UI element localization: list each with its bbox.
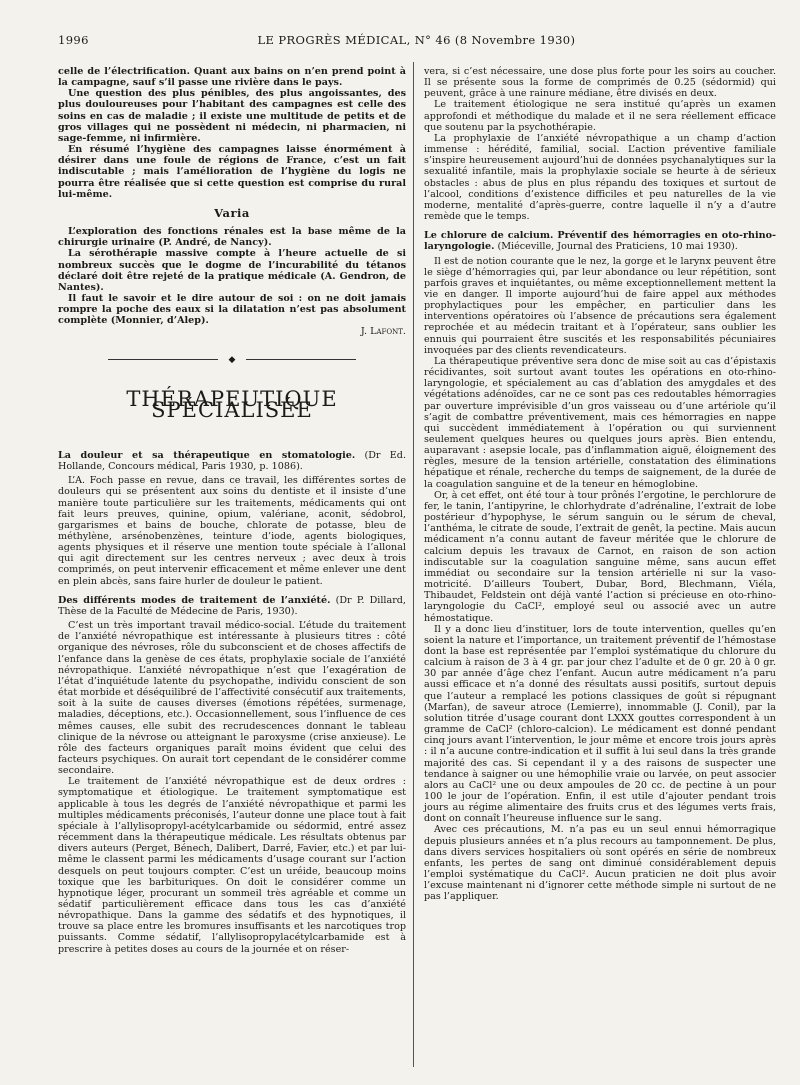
article-title: Des différents modes de traitement de l’anxiété. bbox=[58, 594, 331, 606]
article-heading bbox=[58, 595, 406, 617]
article-paragraph: Avec ces précautions, M. n’a pas eu un seul ennui hémorragique depuis plusieurs années et n’a plus recours au tamponnement. De plus, dans divers services hospitaliers où sont opérés en série de nombreux enfants, les pertes de sang ont diminué considérablement depuis l’emploi systématique du CaCl². Aucun praticien ne doit plus avoir l’excuse maintenant ni d’ignorer cette méthode simple ni surtout de ne pas l’appliquer. bbox=[424, 824, 776, 903]
article-heading bbox=[58, 450, 406, 472]
article-paragraph: Il y a donc lieu d’instituer, lors de toute intervention, quelles qu’en soient la nature et l’importance, un traitement préventif de l’hémostase dont la base est représentée par l’emploi systématique du chlorure du calcium à raison de 3 à 4 gr. par jour chez l’adulte et de 0 gr. 20 à 0 gr. 30 par année d’âge chez l’enfant. Aucun autre médicament n’a paru aussi efficace et n’a donné des résultats aussi positifs, surtout depuis que l’auteur a remplacé les potions classiques de goût si répugnant (Marfan), de saveur atroce (Lemierre), innommable (J. Conil), par la solution titrée d’usage courant dont LXXX gouttes correspondent à un gramme de CaCl² (chloro-calcion). Le médicament est donné pendant cinq jours avant l’intervention, le jour même et encore trois jours après : il n’a aucune contre-indication et il suffit à lui seul dans la très grande majorité des cas. Si cependant il y a des raisons de suspecter une tendance à saigner ou une hémophilie vraie ou larvée, on peut associer alors au CaCl² une ou deux ampoules de 20 cc. de pectine à un pour 100 le jour de l’opération. Enfin, il est utile d’ajouter pendant trois jours au régime alimentaire des fruits crus et des légumes verts frais, dont on connaît l’heureuse influence sur le sang. bbox=[424, 623, 776, 825]
column-divider bbox=[413, 62, 414, 1067]
varia-paragraph: La sérothérapie massive compte à l’heure actuelle de si nombreux succès que le dogme de l’incurabilité du tétanos déclaré doit être rejeté de la pratique médicale (A. Gendron, de Nantes). bbox=[58, 248, 406, 293]
intro-paragraph: Une question des plus pénibles, des plus angoissantes, des plus douloureuses pour l’habitant des campagnes est celle des soins en cas de maladie ; il existe une multitude de petits et de gros villages qui ne possèdent ni médecin, ni pharmacien, ni sage-femme, ni infirmière. bbox=[58, 88, 406, 144]
article-paragraph: Il est de notion courante que le nez, la gorge et le larynx peuvent être le siège d’hémorragies qui, par leur abondance ou leur répétition, sont parfois graves et inquiétantes, ou même exceptionnellement mettent la vie en danger. Il importe aujourd’hui de faire appel aux méthodes prophylactiques pour les empêcher, en particulier dans les interventions opératoires où l’absence de précautions sera également reprochée et au médecin traitant et à l’opérateur, sans oublier les ennuis qui pourraient être suscités et les responsabilités pécuniaires invoquées par des clients revendicateurs. bbox=[424, 255, 776, 356]
article-paragraph: L’A. Foch passe en revue, dans ce travail, les différentes sortes de douleurs qui se présentent aux soins du dentiste et il insiste d’une manière toute particulière sur les traitements, médicaments qui ont fait leurs preuves, quinine, opium, valériane, aconit, sédobrol, gargarismes et bains de bouche, chlorate de potasse, bleu de méthylène, arsénobenzènes, teinture d’iode, agents biologiques, agents physiques et il réserve une mention toute spéciale à l’allonal qui agit directement sur les centres nerveux ; avec deux à trois comprimés, on peut intervenir efficacement et même enlever une dent en plein abcès, sans faire hurler de douleur le patient. bbox=[58, 475, 406, 587]
article-paragraph: La prophylaxie de l’anxiété névropathique a un champ d’action immense : hérédité, familial, social. L’action préventive familiale s’inspire heureusement aujourd’hui de données psychanalytiques sur la sexualité infantile, mais la prophylaxie sociale se heurte à de sérieux obstacles : abus de plus en plus répandu des toxiques et surtout de l’alcool, conditions d’existence difficiles et peu naturelles de la vie moderne, mentalité d’après-guerre, contre laquelle il n’y a d’autre remède que le temps. bbox=[424, 132, 776, 223]
intro-paragraph: celle de l’électrification. Quant aux bains on n’en prend point à la campagne, sauf s’il passe une rivière dans le pays. bbox=[58, 66, 406, 89]
article-paragraph: La thérapeutique préventive sera donc de mise soit au cas d’épistaxis récidivantes, soit surtout avant toutes les opérations en oto-rhino-laryngologie, et spécialement au cas d’ablation des amygdales et des végétations adénoïdes, car ne ce sont pas ces redoutables hémorragies par ouverture imprévisible d’un gros vaisseau ou d’une artériole qu’il s’agit de combattre préventivement, mais ces hémorragies en nappe qui succèdent immédiatement à l’opération ou qui surviennent seulement quelques heures ou quelques jours après. Bien entendu, auparavant : asepsie locale, pas d’inflammation aiguë, éloignement des règles, mesure de la tension artérielle, constatation des éliminations hépatique et rénale, recherche du temps de saignement, de la durée de la coagulation sanguine et de la teneur en hémoglobine. bbox=[424, 355, 776, 490]
right-column bbox=[424, 66, 776, 903]
diamond-icon: ◆ bbox=[228, 354, 236, 365]
varia-heading: Varia bbox=[214, 205, 250, 220]
article-paragraph: Or, à cet effet, ont été tour à tour prônés l’ergotine, le perchlorure de fer, le tanin, l’antipyrine, le chlorhydrate d’adrénaline, l’extrait de lobe postérieur d’hypophyse, le sérum sanguin ou le sérum de cheval, l’anthéma, le citrate de soude, l’extrait de genêt, la pectine. Mais aucun médicament n’a connu autant de faveur méritée que le chlorure de calcium depuis les travaux de Carnot, en raison de son action indiscutable sur la coagulation sanguine même, sans aucun effet immédiat ou secondaire sur la tension artérielle ni sur la vaso-motricité. D’ailleurs Toubert, Dubar, Bord, Blechmann, Viéla, Thibaudet, Feldstein ont déjà vanté l’action si précieuse en oto-rhino-laryngologie du CaCl², employé seul ou associé avec un autre hémostatique. bbox=[424, 489, 776, 624]
page-number: 1996 bbox=[58, 33, 89, 47]
article-reference: (Dr P. Dillard, Thèse de la Faculté de Médecine de Paris, 1930). bbox=[58, 594, 406, 617]
varia-paragraph: L’exploration des fonctions rénales est la base même de la chirurgie urinaire (P. André, de Nancy). bbox=[58, 226, 406, 249]
varia-paragraph: Il faut le savoir et le dire autour de soi : on ne doit jamais rompre la poche des eaux si la dilatation n’est pas absolument complète (Monnier, d’Alep). bbox=[58, 292, 406, 327]
article-title: La douleur et sa thérapeutique en stomatologie. bbox=[58, 449, 356, 461]
journal-title: LE PROGRÈS MÉDICAL, N° 46 (8 Novembre 1930) bbox=[257, 33, 576, 47]
ornament-divider bbox=[58, 354, 406, 366]
section-title: THÉRAPEUTIQUE SPÉCIALISÉE bbox=[126, 386, 338, 422]
article-paragraph: vera, si c’est nécessaire, une dose plus forte pour les soirs au coucher. Il se présente sous la forme de comprimés de 0.25 (sédormid) qui peuvent, grâce à une rainure médiane, être divisés en deux. bbox=[424, 66, 776, 100]
running-header bbox=[58, 33, 774, 47]
article-heading bbox=[424, 230, 776, 252]
author-signature: J. Lafont. bbox=[360, 326, 406, 338]
left-column bbox=[58, 66, 406, 955]
article-title: Le chlorure de calcium. Préventif des hémorragies en oto-rhino-laryngologie. bbox=[424, 230, 776, 253]
article-paragraph: C’est un très important travail médico-social. L’étude du traitement de l’anxiété névropathique est intéressante à plusieurs titres : côté organique des névroses, rôle du subconscient et de choses affectifs de l’enfance dans la genèse de ces états, prophylaxie sociale de l’anxiété névropathique. L’anxiété névropathique n’est que l’exagération de l’état d’inquiétude latente du psychopathe, individu conscient de son état morbide et déséquilibré de l’affectivité consécutif aux traitements, soit à la suite de causes diverses (émotions répétées, surmenage, maladies, déceptions, etc.). Occasionnellement, sous l’influence de ces mêmes causes, elle subit des recrudescences donnant le tableau clinique de la névrose ou atteignant le paroxysme (crise anxieuse). Le rôle des facteurs organiques paraît moins évident que celui des facteurs psychiques. On aurait tort cependant de le considérer comme secondaire. bbox=[58, 620, 406, 777]
article-reference: (Dr Ed. Hollande, Concours médical, Paris 1930, p. 1086). bbox=[58, 449, 406, 473]
article-paragraph: Le traitement étiologique ne sera institué qu’après un examen approfondi et méthodique du malade et il ne sera réellement efficace que soutenu par la psychothérapie. bbox=[424, 99, 776, 133]
article-paragraph: Le traitement de l’anxiété névropathique est de deux ordres : symptomatique et étiologique. Le traitement symptomatique est applicable à tous les degrés de l’anxiété névropathique et parmi les multiples médicaments préconisés, l’auteur donne une place tout à fait spéciale à l’allylisopropyl-acétylcarbamide ou sédormid, entré assez récemment dans la thérapeutique médicale. Les résultats obtenus par divers auteurs (Perget, Bénech, Dalibert, Darré, Favier, etc.) et par lui-même le classent parmi les médicaments d’usage courant sur l’action desquels on peut toujours compter. C’est un uréide, beaucoup moins toxique que les barbituriques. On doit le considérer comme un hypnotique léger, procurant un sommeil très agréable et comme un sédatif particulièrement efficace dans tous les cas d’anxiété névropathique. Dans la gamme des sédatifs et des hypnotiques, il trouve sa place entre les bromures insuffisants et les narcotiques trop puissants. Comme sédatif, l’allylisopropylacétylcarbamide est à prescrire à petites doses au cours de la journée et on réser- bbox=[58, 776, 406, 955]
intro-paragraph: En résumé l’hygiène des campagnes laisse énormément à désirer dans une foule de régions de France, c’est un fait indiscutable ; mais l’amélioration de l’hygiène du logis ne pourra être réalisée que si cette question est comprise du rural lui-même. bbox=[58, 144, 406, 200]
article-reference: (Miéceville, Journal des Praticiens, 10 mai 1930). bbox=[497, 241, 738, 253]
